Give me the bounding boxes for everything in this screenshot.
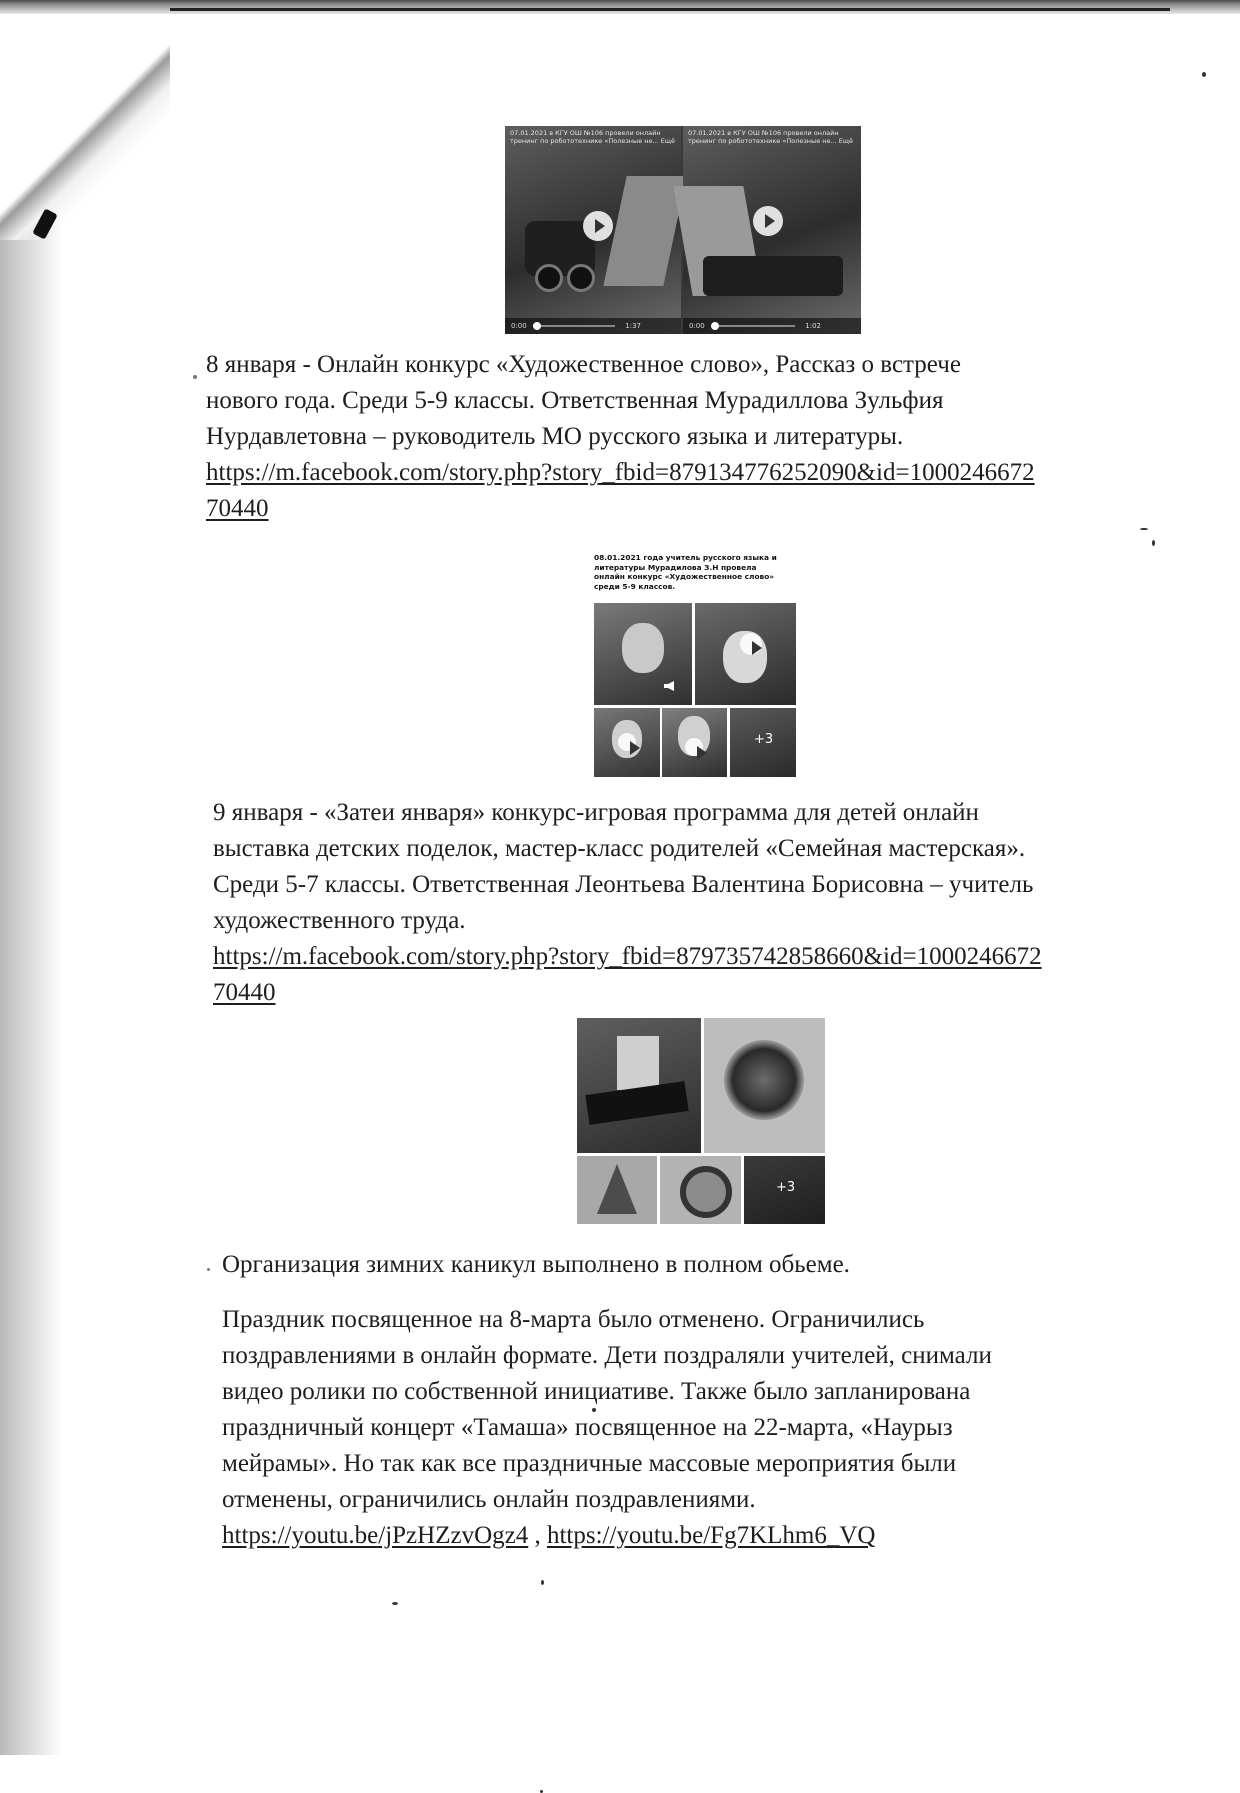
paragraph-jan9 [213,795,1203,1011]
video-right-caption: 07.01.2021 в КГУ ОШ №106 провели онлайн тренинг по робототехнике «Полезные не... Ещё [688,129,853,145]
video-controls[interactable] [505,318,681,334]
scan-left-shadow [0,0,62,1755]
volume-icon[interactable] [664,681,674,691]
text-line: 9 января - «Затеи января» конкурс-игровая программа для детей онлайн [213,799,979,826]
text-line: Организация зимних каникул выполнено в полном обьеме. [222,1251,850,1278]
text-line: мейрамы». Но так как все праздничные массовые мероприятия были [222,1450,957,1477]
photo-tile[interactable] [662,708,727,777]
photo-tile[interactable] [704,1018,825,1153]
play-icon[interactable] [583,211,613,241]
photo-tile[interactable] [577,1156,657,1224]
play-icon[interactable] [618,733,636,751]
photo-tile[interactable] [577,1018,701,1153]
facebook-link-jan8[interactable]: https://m.facebook.com/story.php?story_fbid=879134776252090&id=1000246672 [206,459,1035,486]
bullet-dot [193,375,197,379]
text-line: Праздник посвященное на 8-марта было отменено. Ограничились [222,1306,925,1333]
portrait-shape [617,1036,659,1090]
scan-speck [541,1580,544,1585]
wheel-shape [535,264,563,292]
text-line: праздничный концерт «Тамаша» посвященное на 22-марта, «Наурыз [222,1414,953,1441]
text-line: видео ролики по собственной инициативе. Также было запланирована [222,1378,971,1405]
photo-tile[interactable] [660,1156,741,1224]
folded-corner [0,0,170,240]
time-start: 0:00 [689,322,705,330]
video-controls[interactable] [683,318,861,334]
text-line: нового года. Среди 5-9 классы. Ответственная Мурадиллова Зульфия [206,387,944,414]
photo-tile[interactable] [594,603,692,705]
crafts-photo-grid [577,1018,825,1224]
text-line: Нурдавлетовна – руководитель МО русского языка и литературы. [206,423,904,450]
scan-top-line [170,8,1170,11]
post-caption: 08.01.2021 года учитель русского языка и литературы Мурадилова З.Н провела онлайн конкурс «Художественное слово» среди 5-9 классов. [594,553,780,591]
scan-speck [1140,528,1148,530]
photo-tile[interactable] [594,708,660,777]
youtube-link-2[interactable]: https://youtu.be/Fg7KLhm6_VQ [546,1522,876,1549]
paragraph-winter-holidays [222,1247,1122,1283]
play-icon[interactable] [685,738,703,756]
bullet-dot [207,1268,210,1271]
text-line: 8 января - Онлайн конкурс «Художественное слово», Рассказ о встрече [206,351,961,378]
angel-shape [597,1164,637,1214]
video-left-caption: 07.01.2021 в КГУ ОШ №106 провели онлайн тренинг по робототехнике «Полезные не... Ещё [510,129,675,145]
ornament-shape [680,1166,732,1218]
photo-tile[interactable] [695,603,796,705]
scan-speck [1202,72,1206,77]
youtube-link-1[interactable]: https://youtu.be/jPzHZzvOgz4 [222,1522,529,1549]
face-shape [622,623,664,673]
contest-photo-grid [594,603,796,777]
paragraph-jan8 [206,347,1186,527]
progress-track[interactable] [711,325,795,327]
robot-shape [703,256,843,296]
time-end: 1:02 [805,322,821,330]
text-line: отменены, ограничились онлайн поздравлениями. [222,1486,756,1513]
text-line: художественного труда. [213,907,466,934]
figure-shape [585,1081,688,1125]
facebook-link-jan8-cont[interactable]: 70440 [206,495,269,522]
progress-track[interactable] [533,325,615,327]
scan-top-edge [0,0,1240,14]
time-end: 1:37 [625,322,641,330]
text-line: выставка детских поделок, мастер-класс родителей «Семейная мастерская». [213,835,1026,862]
photo-tile-more[interactable] [730,708,796,777]
photo-tile-more[interactable] [744,1156,825,1224]
wheel-shape [567,264,595,292]
more-count: +3 [776,1180,796,1195]
paragraph-march-events [222,1302,1182,1554]
progress-knob[interactable] [711,322,719,330]
scan-speck [1152,540,1155,546]
play-icon[interactable] [753,206,783,236]
video-right[interactable] [683,126,861,334]
text-line: поздравлениями в онлайн формате. Дети поздраляли учителей, снимали [222,1342,992,1369]
video-left[interactable] [505,126,681,334]
progress-knob[interactable] [533,322,541,330]
facebook-link-jan9-cont[interactable]: 70440 [213,979,276,1006]
time-start: 0:00 [511,322,527,330]
link-separator: , [528,1522,547,1549]
scan-speck [392,1602,398,1605]
wreath-shape [724,1040,804,1120]
youtube-links-line [222,1518,1182,1554]
more-count: +3 [754,732,774,747]
play-icon[interactable] [740,633,762,655]
facebook-link-jan9[interactable]: https://m.facebook.com/story.php?story_fbid=879735742858660&id=1000246672 [213,943,1042,970]
text-line: Среди 5-7 классы. Ответственная Леонтьева Валентина Борисовна – учитель [213,871,1034,898]
robotics-video-screenshot [505,126,861,334]
